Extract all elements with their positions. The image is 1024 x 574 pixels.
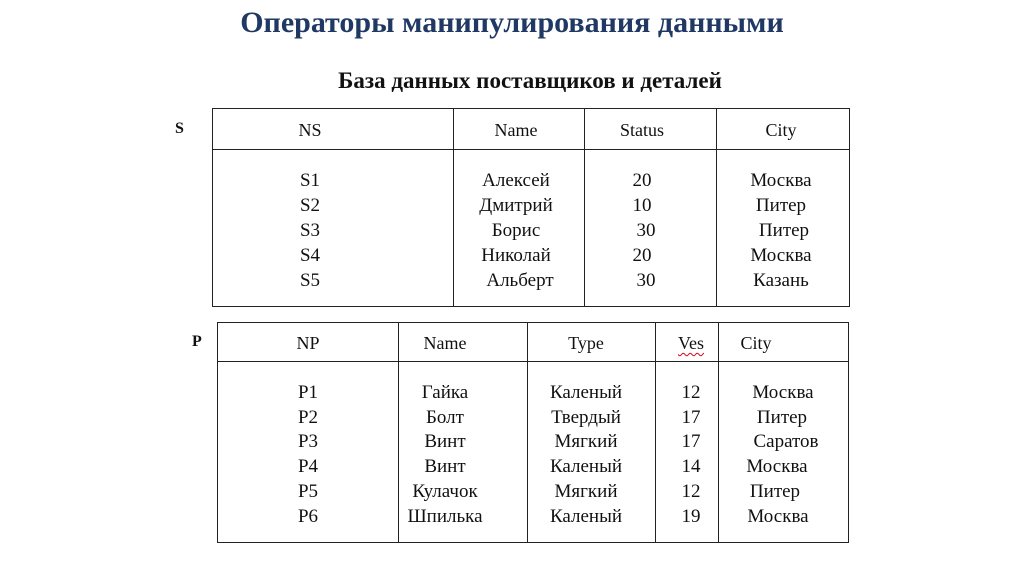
table-p-cell: 17	[681, 431, 701, 452]
table-p-cell: 19	[681, 506, 701, 527]
table-p-header-city: City	[740, 333, 772, 353]
table-s-cell: 30	[636, 270, 656, 291]
table-p-cell: Питер	[749, 481, 801, 502]
page-title: Операторы манипулирования данными	[240, 6, 784, 39]
table-s-cell: Питер	[758, 220, 810, 241]
table-s-cell: 20	[632, 170, 652, 191]
table-p-cell: Питер	[756, 407, 808, 428]
table-s-cell: Москва	[750, 170, 812, 191]
table-s-cell: Москва	[750, 245, 812, 266]
table-header-divider	[213, 149, 849, 150]
table-p-cell: P2	[297, 407, 319, 428]
table-p-header-type: Type	[568, 333, 604, 353]
table-p-cell: 12	[681, 481, 701, 502]
table-s-header-city: City	[765, 120, 797, 140]
table-s-cell: S5	[299, 270, 321, 291]
table-p-cell: Каленый	[549, 456, 623, 477]
table-s-cell: Николай	[481, 245, 551, 266]
table-p-cell: Винт	[424, 431, 466, 452]
table-s-cell: Альберт	[486, 270, 554, 291]
table-p-header-name: Name	[423, 333, 467, 353]
table-s-cell: 20	[632, 245, 652, 266]
table-p-cell: Каленый	[549, 382, 623, 403]
table-p-cell: P6	[297, 506, 319, 527]
table-s-cell: Алексей	[482, 170, 550, 191]
column-divider	[527, 323, 528, 542]
table-p-cell: 14	[681, 456, 701, 477]
table-s-cell: S4	[299, 245, 321, 266]
table-s-cell: S1	[299, 170, 321, 191]
table-p-header-np: NP	[296, 333, 320, 353]
table-p-cell: 17	[681, 407, 701, 428]
table-p-cell: Москва	[747, 506, 809, 527]
table-p-cell: Москва	[752, 382, 814, 403]
column-divider	[716, 109, 717, 306]
table-p-cell: Каленый	[549, 506, 623, 527]
table-p-cell: Саратов	[753, 431, 819, 452]
table-p-cell: Кулачок	[412, 481, 478, 502]
table-s-cell: 30	[636, 220, 656, 241]
table-p-cell: P3	[297, 431, 319, 452]
table-s-header-status: Status	[619, 120, 665, 140]
table-s-cell: S3	[299, 220, 321, 241]
column-divider	[718, 323, 719, 542]
column-divider	[655, 323, 656, 542]
page-subtitle: База данных поставщиков и деталей	[338, 68, 722, 93]
table-s-header-ns: NS	[298, 120, 322, 140]
table-p-cell: Гайка	[421, 382, 469, 403]
table-s-cell: 10	[632, 195, 652, 216]
parts-table	[217, 322, 849, 543]
column-divider	[584, 109, 585, 306]
table-p-cell: Шпилька	[407, 506, 483, 527]
table-s-label: S	[175, 120, 184, 137]
table-p-cell: Москва	[746, 456, 808, 477]
table-p-label: P	[192, 333, 202, 350]
table-p-cell: 12	[681, 382, 701, 403]
table-s-header-name: Name	[494, 120, 538, 140]
table-s-cell: Казань	[753, 270, 809, 291]
table-p-cell: Мягкий	[554, 481, 618, 502]
column-divider	[453, 109, 454, 306]
table-s-cell: Дмитрий	[479, 195, 553, 216]
table-p-cell: P4	[297, 456, 319, 477]
table-p-cell: P1	[297, 382, 319, 403]
table-s-cell: Борис	[491, 220, 541, 241]
table-p-cell: Болт	[426, 407, 464, 428]
table-p-cell: Мягкий	[554, 431, 618, 452]
table-p-cell: Винт	[424, 456, 466, 477]
table-p-header-ves: Ves	[678, 333, 704, 353]
table-p-cell: Твердый	[551, 407, 621, 428]
table-header-divider	[218, 361, 848, 362]
table-s-cell: Питер	[755, 195, 807, 216]
column-divider	[398, 323, 399, 542]
table-p-cell: P5	[297, 481, 319, 502]
suppliers-table	[212, 108, 850, 307]
table-s-cell: S2	[299, 195, 321, 216]
